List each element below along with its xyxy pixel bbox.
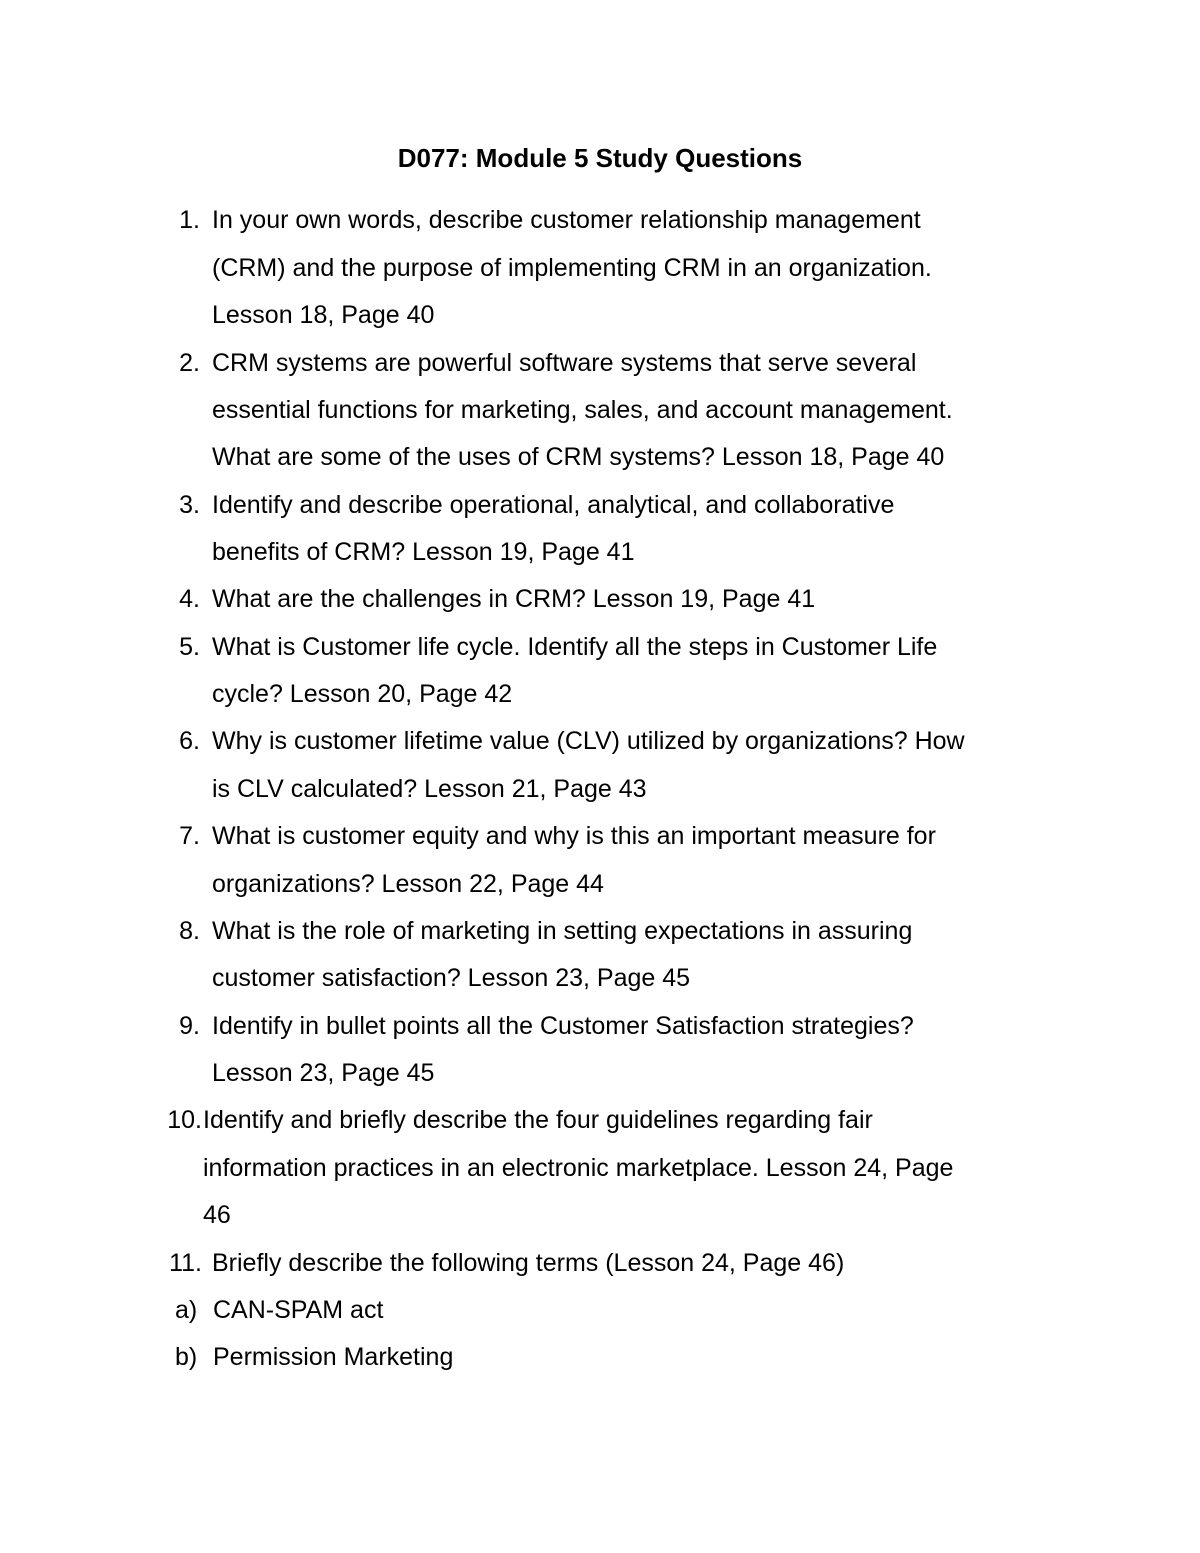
question-text-line: Why is customer lifetime value (CLV) utilized by organizations? How <box>212 727 965 755</box>
document-title: D077: Module 5 Study Questions <box>397 143 803 173</box>
question-number: 2. <box>179 349 200 377</box>
question-number: 11. <box>169 1249 202 1277</box>
question-text-line: customer satisfaction? Lesson 23, Page 45 <box>212 964 691 992</box>
question-text-line: cycle? Lesson 20, Page 42 <box>212 680 513 708</box>
sub-item-letter: a) <box>175 1296 198 1324</box>
question-reference: Lesson 23, Page 45 <box>212 1059 435 1087</box>
question-number: 4. <box>179 585 200 613</box>
question-text-line: What is customer equity and why is this an important measure for <box>212 822 936 850</box>
question-text-line: 46 <box>203 1201 231 1229</box>
question-text-line: What is the role of marketing in setting expectations in assuring <box>212 917 913 945</box>
question-number: 5. <box>179 633 200 661</box>
sub-item-letter: b) <box>175 1343 198 1371</box>
sub-item-text: CAN-SPAM act <box>213 1296 384 1324</box>
question-text-line: CRM systems are powerful software systems that serve several <box>212 349 917 377</box>
question-text-line: organizations? Lesson 22, Page 44 <box>212 870 604 898</box>
question-text-line: is CLV calculated? Lesson 21, Page 43 <box>212 775 647 803</box>
question-reference: Lesson 18, Page 40 <box>212 301 435 329</box>
question-text-line: Identify and describe operational, analytical, and collaborative <box>212 491 895 519</box>
question-text-line: Identify in bullet points all the Customer Satisfaction strategies? <box>212 1012 914 1040</box>
question-text-line: Identify and briefly describe the four guidelines regarding fair <box>203 1106 873 1134</box>
question-number: 6. <box>179 727 200 755</box>
question-text-line: essential functions for marketing, sales, and account management. <box>212 396 953 424</box>
sub-item-text: Permission Marketing <box>213 1343 454 1371</box>
question-text-line: What is Customer life cycle. Identify all the steps in Customer Life <box>212 633 938 661</box>
question-text-line: benefits of CRM? Lesson 19, Page 41 <box>212 538 635 566</box>
question-text-line: (CRM) and the purpose of implementing CRM in an organization. <box>212 254 932 282</box>
question-text-line: In your own words, describe customer relationship management <box>212 206 921 234</box>
question-number: 3. <box>179 491 200 519</box>
question-number: 1. <box>179 206 200 234</box>
question-text-line: information practices in an electronic marketplace. Lesson 24, Page <box>203 1154 954 1182</box>
question-number: 10. <box>167 1106 202 1134</box>
question-number: 7. <box>179 822 200 850</box>
question-text-line: What are the challenges in CRM? Lesson 19, Page 41 <box>212 585 816 613</box>
question-text-line: Briefly describe the following terms (Lesson 24, Page 46) <box>212 1249 845 1277</box>
question-number: 9. <box>179 1012 200 1040</box>
question-number: 8. <box>179 917 200 945</box>
question-text-line: What are some of the uses of CRM systems? Lesson 18, Page 40 <box>212 443 945 471</box>
